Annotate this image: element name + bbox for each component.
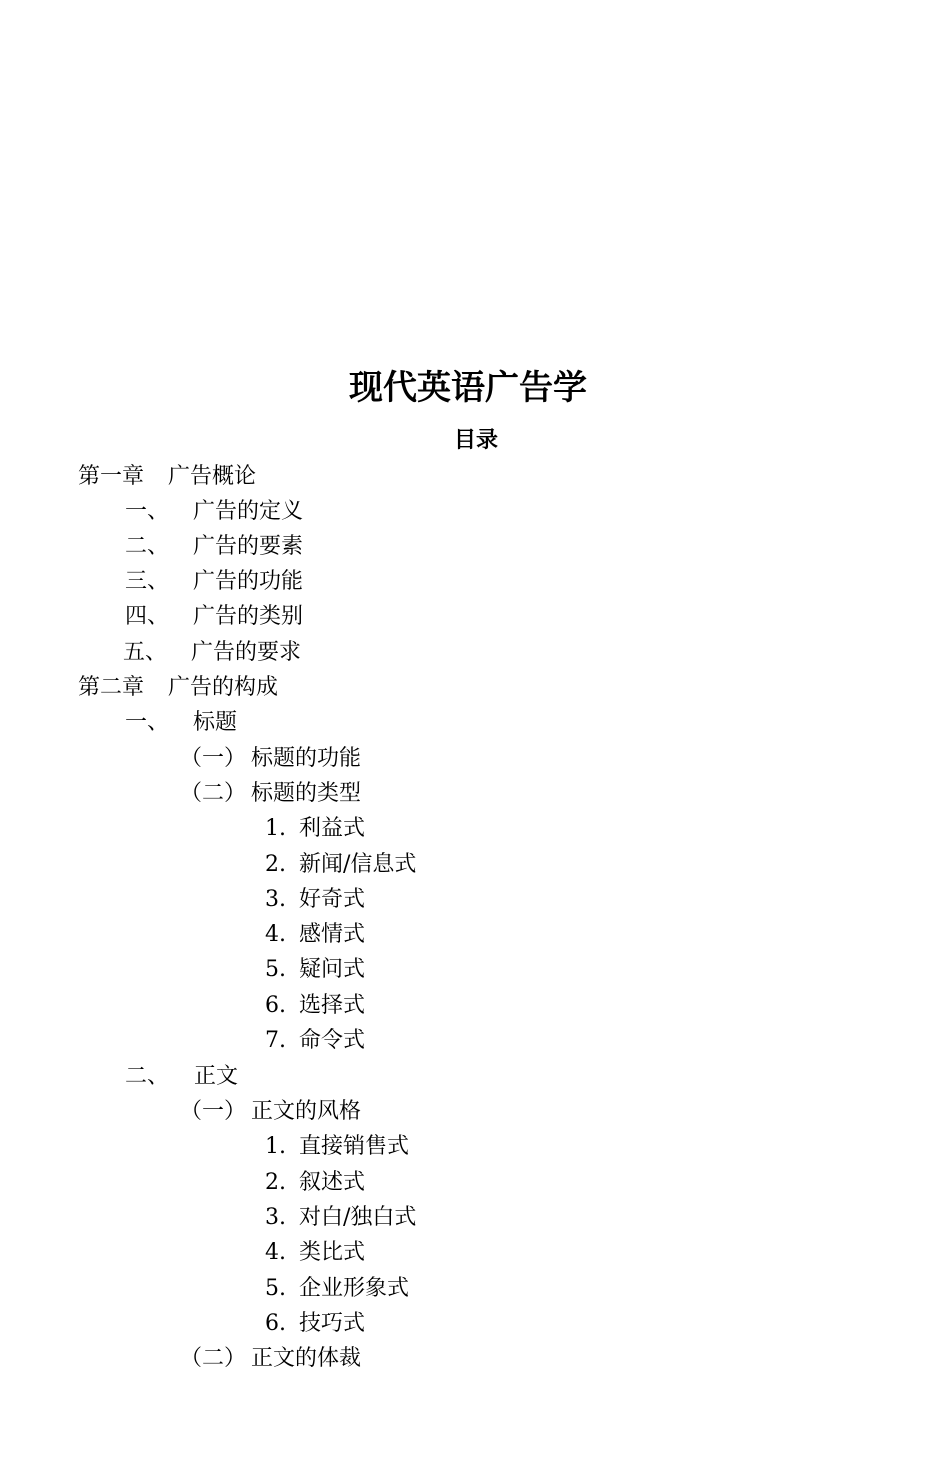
- toc-number: 6.: [265, 993, 286, 1018]
- toc-text: 好奇式: [299, 887, 366, 912]
- toc-number: 第一章: [78, 464, 145, 489]
- toc-number: 一、: [125, 499, 170, 524]
- toc-text: 感情式: [299, 922, 366, 947]
- toc-text: 叙述式: [299, 1170, 366, 1195]
- toc-text: 正文的体裁: [251, 1346, 362, 1371]
- toc-number: 一、: [125, 710, 170, 735]
- toc-number: （二）: [180, 781, 247, 806]
- toc-number: 二、: [125, 1064, 170, 1089]
- toc-text: 广告的定义: [193, 499, 304, 524]
- toc-text: 广告的构成: [168, 675, 279, 700]
- toc-text: 对白/独白式: [299, 1205, 417, 1230]
- toc-text: 命令式: [299, 1028, 366, 1053]
- toc-chapter-1: [78, 460, 256, 494]
- toc-section: [125, 1060, 238, 1094]
- toc-number: （二）: [180, 1346, 247, 1371]
- toc-text: 企业形象式: [299, 1276, 410, 1301]
- toc-number: 2.: [265, 1170, 286, 1195]
- toc-text: 广告的类别: [193, 604, 304, 629]
- toc-text: 疑问式: [299, 957, 366, 982]
- toc-number: （一）: [180, 746, 247, 771]
- toc-number: 5.: [265, 1276, 286, 1301]
- toc-subsection: [180, 777, 361, 811]
- toc-item: [265, 1201, 416, 1235]
- toc-item: [265, 848, 416, 882]
- toc-section: [125, 530, 303, 564]
- toc-item: [265, 812, 365, 846]
- toc-item: [265, 1236, 365, 1270]
- toc-number: 3.: [265, 887, 286, 912]
- toc-section: [125, 600, 303, 634]
- toc-number: 二、: [125, 534, 170, 559]
- toc-text: 广告的要求: [191, 640, 302, 665]
- toc-text: 直接销售式: [299, 1134, 410, 1159]
- toc-item: [265, 1166, 365, 1200]
- toc-text: 广告的要素: [193, 534, 304, 559]
- toc-text: 类比式: [299, 1240, 366, 1265]
- toc-text: 标题: [193, 710, 238, 735]
- toc-text: 选择式: [299, 993, 366, 1018]
- toc-section: [125, 706, 237, 740]
- toc-text: 技巧式: [299, 1311, 366, 1336]
- toc-text: 正文: [194, 1064, 239, 1089]
- toc-heading: 目录: [453, 428, 498, 453]
- toc-number: 2.: [265, 852, 286, 877]
- toc-number: 3.: [265, 1205, 286, 1230]
- toc-chapter-2: [78, 671, 278, 705]
- toc-item: [265, 1307, 365, 1341]
- toc-text: 广告的功能: [193, 569, 304, 594]
- toc-number: （一）: [180, 1099, 247, 1124]
- toc-item: [265, 883, 365, 917]
- toc-item: [265, 1272, 409, 1306]
- toc-number: 1.: [265, 816, 286, 841]
- toc-item: [265, 1130, 409, 1164]
- toc-subsection: [180, 1095, 361, 1129]
- toc-text: 标题的类型: [251, 781, 362, 806]
- toc-text: 新闻/信息式: [299, 852, 417, 877]
- toc-number: 第二章: [78, 675, 145, 700]
- toc-number: 6.: [265, 1311, 286, 1336]
- toc-text: 正文的风格: [251, 1099, 362, 1124]
- toc-number: 四、: [125, 604, 170, 629]
- toc-number: 五、: [123, 640, 168, 665]
- toc-text: 广告概论: [168, 464, 257, 489]
- toc-section: [125, 565, 303, 599]
- toc-number: 7.: [265, 1028, 286, 1053]
- toc-text: 标题的功能: [251, 746, 362, 771]
- toc-section: [123, 636, 301, 670]
- toc-item: [265, 989, 365, 1023]
- toc-section: [125, 495, 303, 529]
- toc-number: 三、: [125, 569, 170, 594]
- toc-subsection: [180, 1342, 361, 1376]
- document-title: 现代英语广告学: [349, 368, 587, 408]
- toc-number: 1.: [265, 1134, 286, 1159]
- toc-number: 4.: [265, 922, 286, 947]
- toc-number: 5.: [265, 957, 286, 982]
- toc-text: 利益式: [299, 816, 366, 841]
- toc-item: [265, 953, 365, 987]
- toc-number: 4.: [265, 1240, 286, 1265]
- toc-subsection: [180, 742, 361, 776]
- toc-item: [265, 1024, 365, 1058]
- toc-item: [265, 918, 365, 952]
